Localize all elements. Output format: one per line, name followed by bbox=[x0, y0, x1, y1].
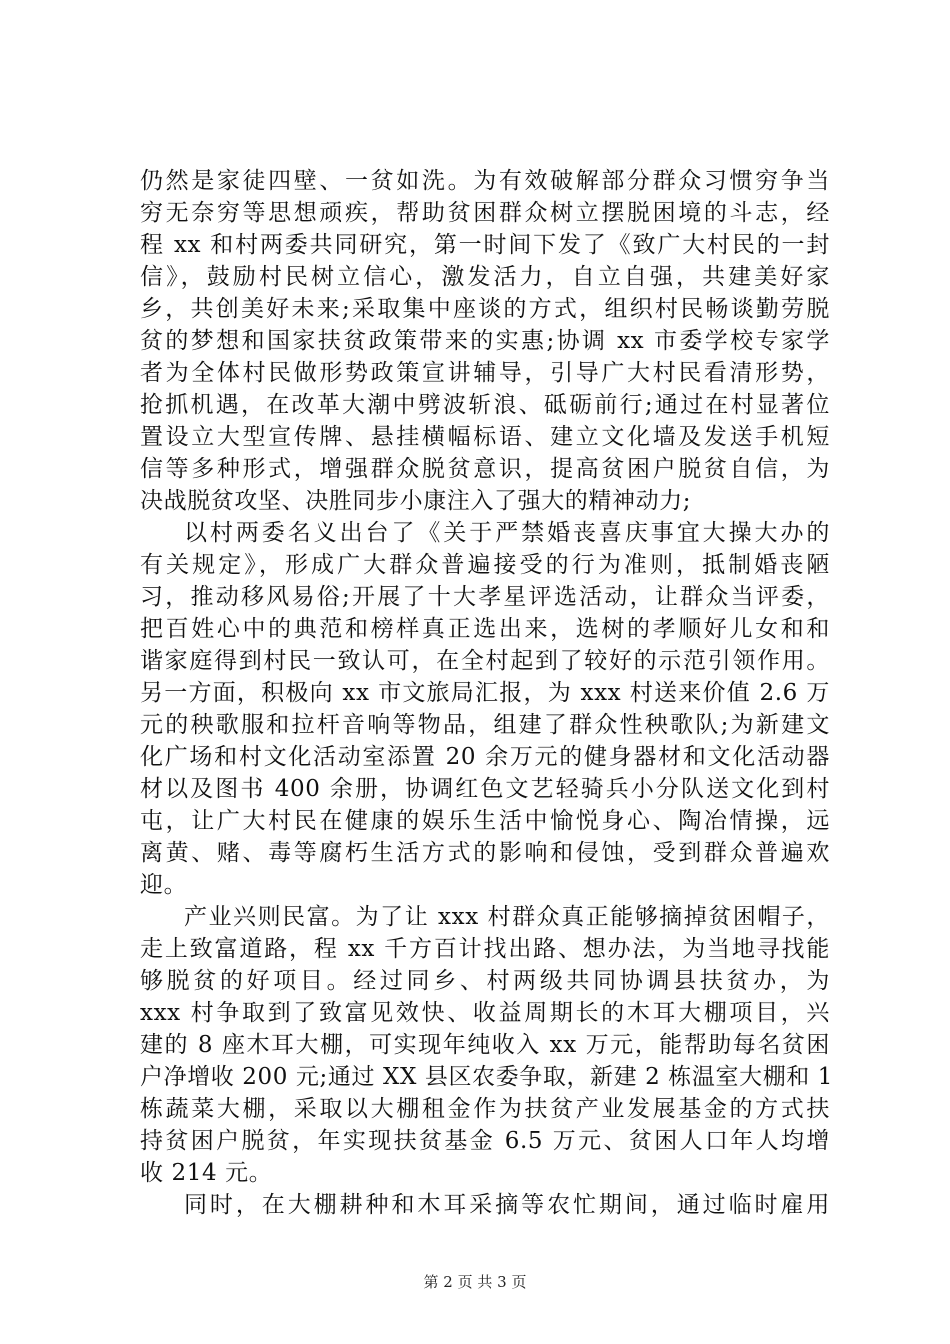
text-line: 化广场和村文化活动室添置 20 余万元的健身器材和文化活动器 bbox=[140, 744, 830, 770]
text-line: 把百姓心中的典范和榜样真正选出来，选树的孝顺好儿女和和 bbox=[140, 616, 830, 642]
text-line: 迎。 bbox=[140, 872, 188, 898]
page-footer: 第 2 页 共 3 页 bbox=[423, 1273, 527, 1291]
text-line: 有关规定》，形成广大群众普遍接受的行为准则，抵制婚丧陋 bbox=[140, 552, 830, 578]
text-line: 谐家庭得到村民一致认可，在全村起到了较好的示范引领作用。 bbox=[140, 648, 830, 674]
body-text bbox=[140, 165, 834, 1221]
text-line: 离黄、赌、毒等腐朽生活方式的影响和侵蚀，受到群众普遍欢 bbox=[140, 840, 830, 866]
text-line: 同时，在大棚耕种和木耳采摘等农忙期间，通过临时雇用 bbox=[184, 1192, 830, 1218]
text-line: 另一方面，积极向 xx 市文旅局汇报，为 xxx 村送来价值 2.6 万 bbox=[140, 680, 830, 706]
text-line: 习，推动移风易俗;开展了十大孝星评选活动，让群众当评委， bbox=[140, 584, 830, 610]
text-line: 置设立大型宣传牌、悬挂横幅标语、建立文化墙及发送手机短 bbox=[140, 424, 830, 450]
text-line: 决战脱贫攻坚、决胜同步小康注入了强大的精神动力; bbox=[140, 488, 692, 514]
text-line: 持贫困户脱贫，年实现扶贫基金 6.5 万元、贫困人口年人均增 bbox=[140, 1128, 830, 1154]
text-line: xxx 村争取到了致富见效快、收益周期长的木耳大棚项目，兴 bbox=[140, 1000, 830, 1026]
text-line: 收 214 元。 bbox=[140, 1160, 273, 1186]
text-line: 材以及图书 400 余册，协调红色文艺轻骑兵小分队送文化到村 bbox=[140, 776, 830, 802]
text-line: 元的秧歌服和拉杆音响等物品，组建了群众性秧歌队;为新建文 bbox=[140, 712, 830, 738]
text-line: 够脱贫的好项目。经过同乡、村两级共同协调县扶贫办，为 bbox=[140, 968, 830, 994]
text-line: 信》，鼓励村民树立信心，激发活力，自立自强，共建美好家 bbox=[140, 264, 830, 290]
text-line: 产业兴则民富。为了让 xxx 村群众真正能够摘掉贫困帽子， bbox=[184, 904, 830, 930]
text-line: 贫的梦想和国家扶贫政策带来的实惠;协调 xx 市委学校专家学 bbox=[140, 328, 830, 354]
text-line: 建的 8 座木耳大棚，可实现年纯收入 xx 万元，能帮助每名贫困 bbox=[140, 1032, 830, 1058]
text-line: 户净增收 200 元;通过 XX 县区农委争取，新建 2 栋温室大棚和 1 bbox=[140, 1064, 834, 1090]
text-line: 信等多种形式，增强群众脱贫意识，提高贫困户脱贫自信，为 bbox=[140, 456, 830, 482]
text-line: 程 xx 和村两委共同研究，第一时间下发了《致广大村民的一封 bbox=[140, 232, 830, 258]
text-line: 走上致富道路，程 xx 千方百计找出路、想办法，为当地寻找能 bbox=[140, 936, 830, 962]
text-line: 穷无奈穷等思想顽疾，帮助贫困群众树立摆脱困境的斗志，经 bbox=[140, 200, 830, 226]
text-line: 乡，共创美好未来;采取集中座谈的方式，组织村民畅谈勤劳脱 bbox=[140, 296, 830, 322]
text-line: 者为全体村民做形势政策宣讲辅导，引导广大村民看清形势， bbox=[140, 360, 830, 386]
text-line: 屯，让广大村民在健康的娱乐生活中愉悦身心、陶冶情操，远 bbox=[140, 808, 830, 834]
text-line: 栋蔬菜大棚，采取以大棚租金作为扶贫产业发展基金的方式扶 bbox=[140, 1096, 830, 1122]
text-line: 抢抓机遇，在改革大潮中劈波斩浪、砥砺前行;通过在村显著位 bbox=[140, 392, 830, 418]
text-line: 仍然是家徒四壁、一贫如洗。为有效破解部分群众习惯穷争当 bbox=[140, 168, 830, 194]
text-line: 以村两委名义出台了《关于严禁婚丧喜庆事宜大操大办的 bbox=[184, 520, 830, 546]
